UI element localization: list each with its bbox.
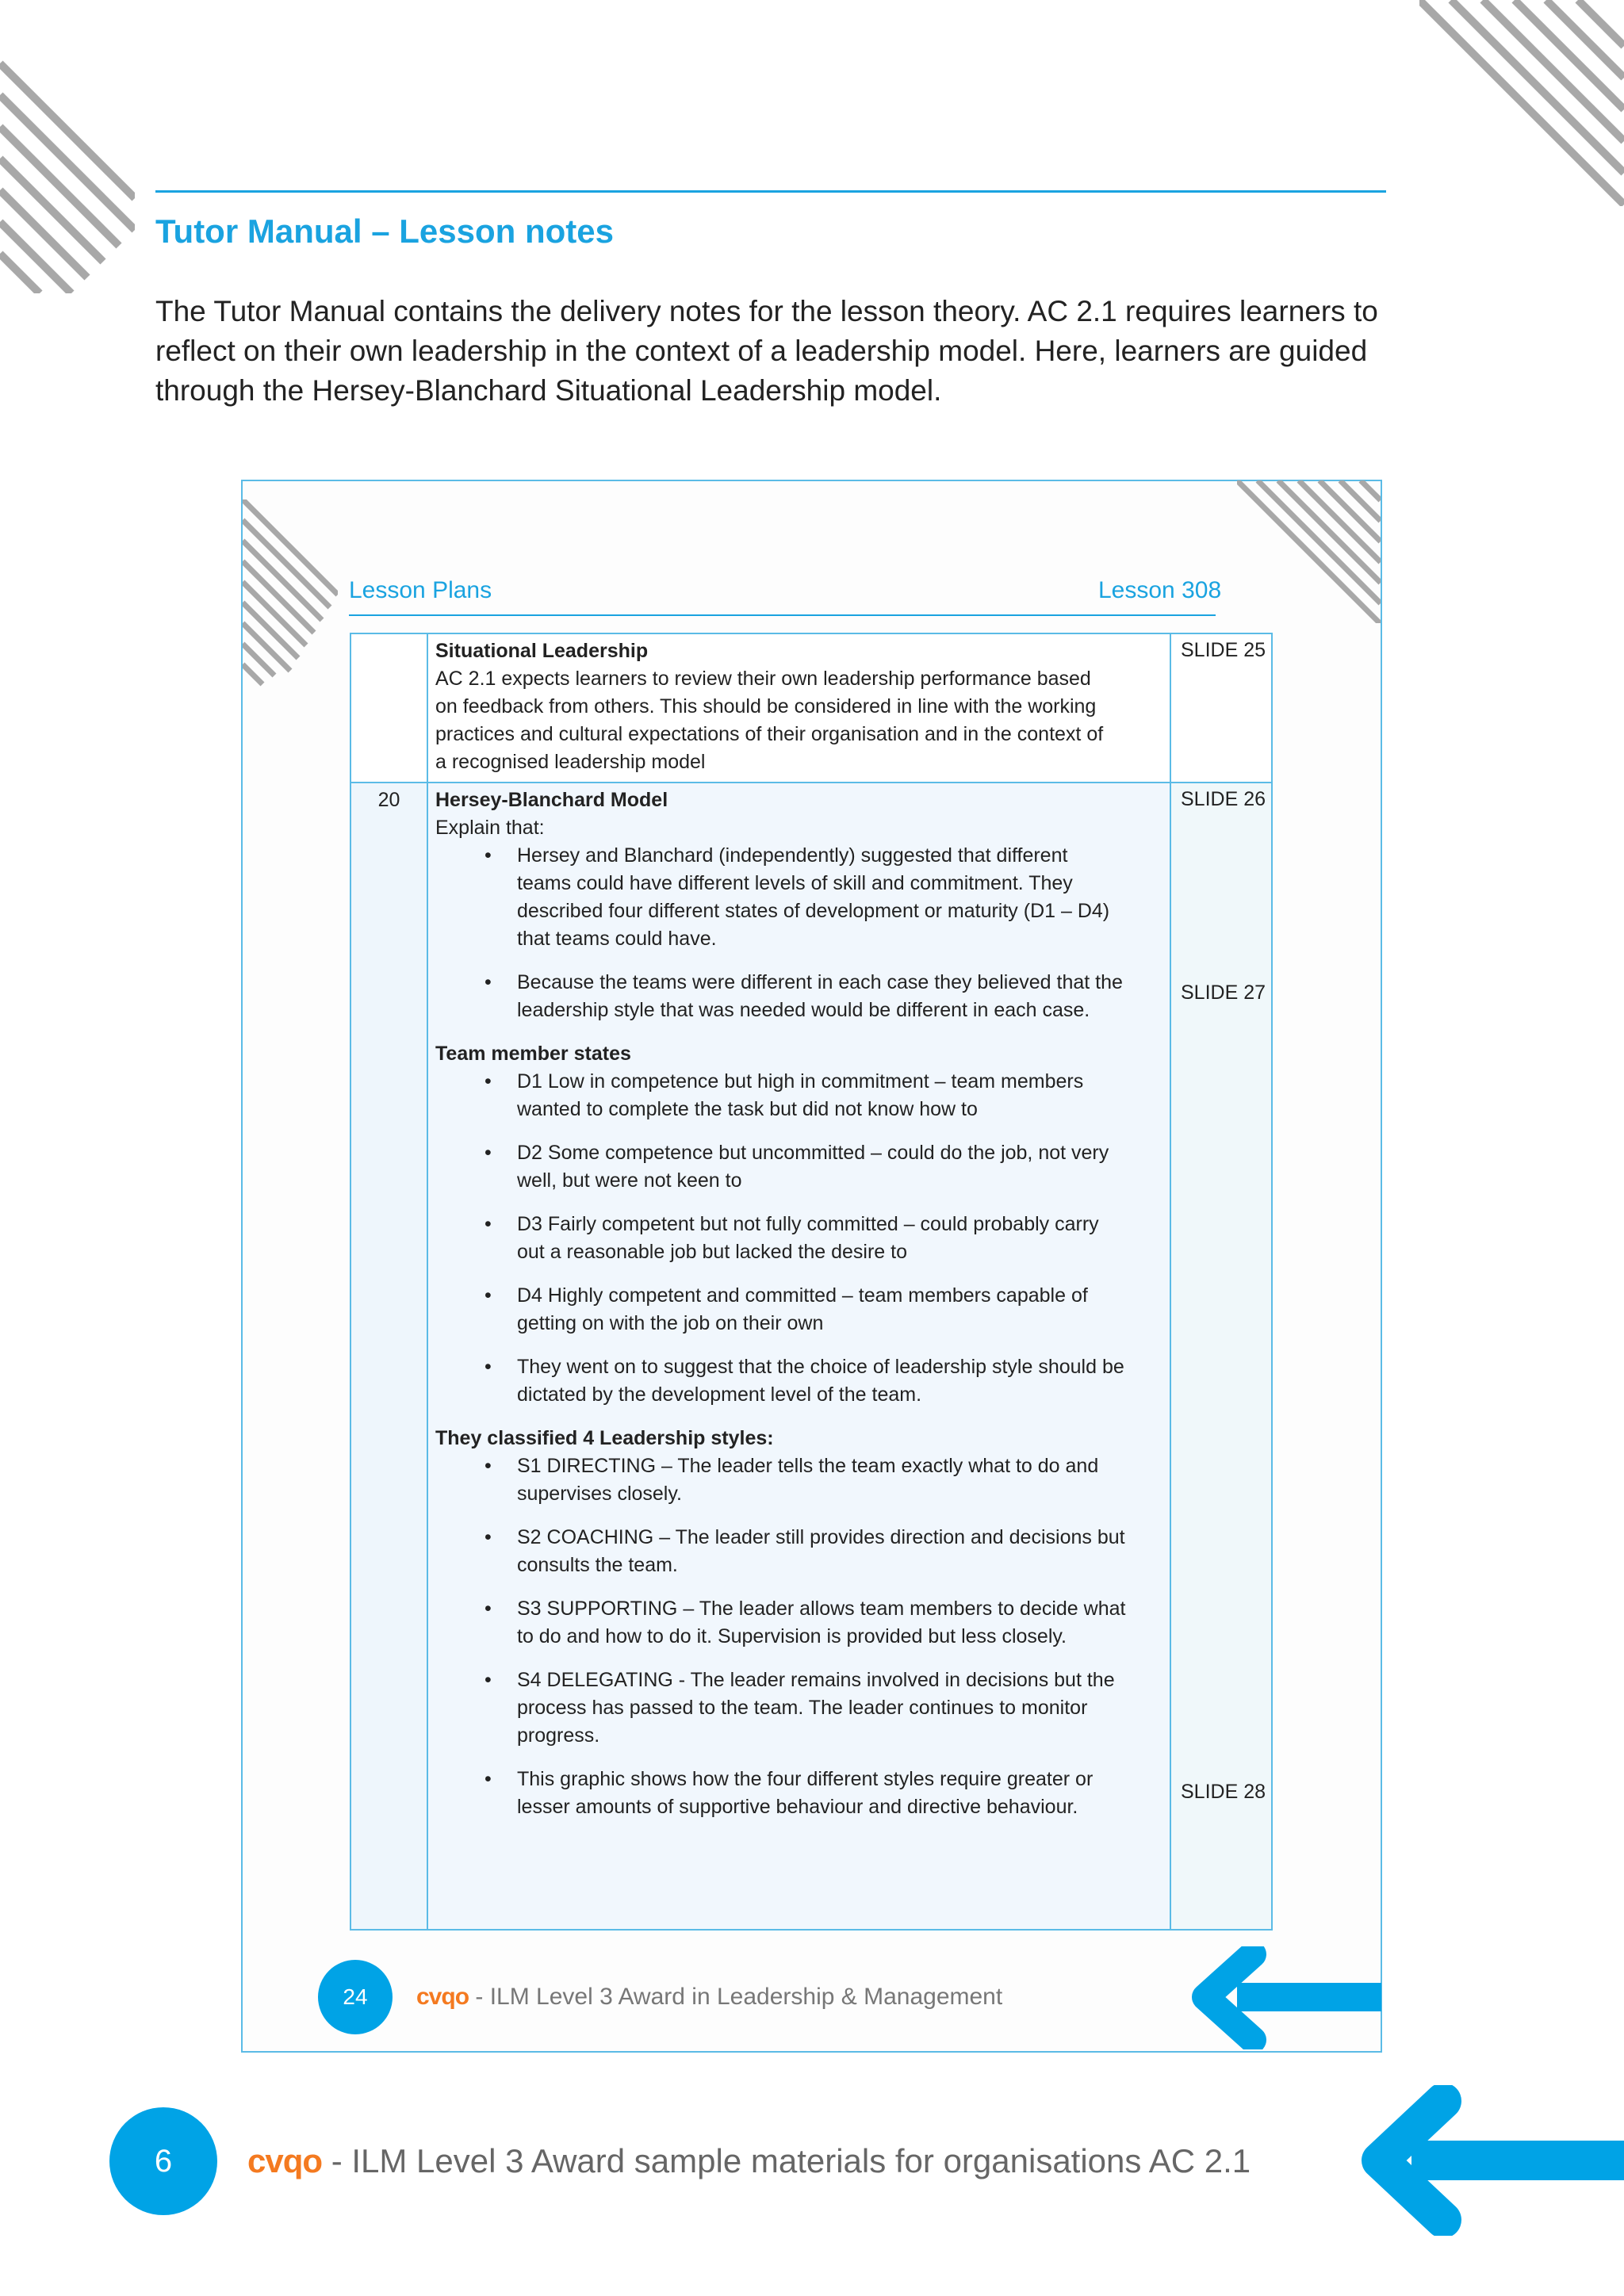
bullet-line: lesser amounts of supportive behaviour and directive behaviour. (517, 1796, 1078, 1818)
slide-ref: SLIDE 25 (1181, 639, 1266, 661)
intro-line: through the Hersey-Blanchard Situational Leadership model. (155, 374, 942, 407)
team-states-heading: Team member states (435, 1043, 631, 1065)
cvqo-logo: cvqo (416, 1984, 469, 2010)
list-item (435, 1766, 1165, 1821)
intro-paragraph (155, 292, 1424, 411)
col-divider (427, 634, 428, 1929)
inner-footer-label: - ILM Level 3 Award in Leadership & Management (469, 1984, 1003, 2010)
slide-ref: SLIDE 26 (1181, 788, 1266, 810)
embedded-stripes-left (243, 499, 338, 690)
bullet-line: • This graphic shows how the four different styles require greater or (517, 1768, 1094, 1790)
bullet-line: • S2 COACHING – The leader still provides direction and decisions but (517, 1526, 1125, 1548)
inner-arrow-left-icon (1189, 1946, 1381, 2049)
bullet-line: to do and how to do it. Supervision is provided but less closely. (517, 1625, 1067, 1647)
bullet-line: • Because the teams were different in each case they believed that the (517, 971, 1123, 993)
list-item (435, 842, 1165, 953)
page-number: 6 (109, 2107, 217, 2215)
bullet-line: • S4 DELEGATING - The leader remains involved in decisions but the (517, 1669, 1115, 1691)
lesson-header-rule (349, 614, 1216, 616)
list-item (435, 1595, 1165, 1651)
intro-line: The Tutor Manual contains the delivery notes for the lesson theory. AC 2.1 requires learners to (155, 295, 1378, 327)
bullet-line: progress. (517, 1724, 600, 1747)
cvqo-logo: cvqo (247, 2142, 323, 2179)
list-item (435, 969, 1165, 1024)
inner-footer-text (416, 1984, 1002, 2011)
bullet-line: dictated by the development level of the team. (517, 1383, 922, 1406)
bullet-line: well, but were not keen to (517, 1169, 742, 1192)
row2-intro: Explain that: (435, 817, 545, 839)
style-bullets (435, 1452, 1165, 1821)
bullet-line: supervises closely. (517, 1483, 682, 1505)
lesson-number-label: Lesson 308 (1098, 577, 1222, 603)
row2-time: 20 (377, 789, 400, 811)
decorative-stripes-top-left (0, 32, 135, 293)
bullet-line: • D4 Highly competent and committed – team members capable of (517, 1284, 1088, 1307)
row1-line: practices and cultural expectations of their organisation and in the context of (435, 723, 1104, 745)
row-divider (351, 782, 1271, 783)
bullet-line: consults the team. (517, 1554, 678, 1576)
row1-line: AC 2.1 expects learners to review their own leadership performance based (435, 668, 1091, 690)
list-item (435, 1667, 1165, 1750)
list-item (435, 1282, 1165, 1337)
row2-shade-time (351, 783, 427, 1929)
bullet-line: that teams could have. (517, 928, 717, 950)
list-item (435, 1211, 1165, 1266)
footer-text (247, 2142, 1251, 2180)
page-title: Tutor Manual – Lesson notes (155, 212, 614, 250)
row2-heading: Hersey-Blanchard Model (435, 789, 668, 811)
inner-page-number: 24 (318, 1960, 393, 2034)
row2-shade-slide (1171, 783, 1271, 1929)
team-state-bullets (435, 1068, 1165, 1409)
slide-ref: SLIDE 27 (1181, 982, 1266, 1004)
bullet-line: wanted to complete the task but did not know how to (517, 1098, 978, 1120)
lesson-plans-label: Lesson Plans (349, 577, 492, 603)
slide-ref: SLIDE 28 (1181, 1781, 1266, 1803)
lesson-table (350, 633, 1273, 1931)
bullet-line: getting on with the job on their own (517, 1312, 824, 1334)
model-bullets (435, 842, 1165, 1024)
row1-line: on feedback from others. This should be considered in line with the working (435, 695, 1097, 718)
row2-content (435, 786, 1165, 1821)
row1-line: a recognised leadership model (435, 751, 706, 773)
styles-heading: They classified 4 Leadership styles: (435, 1427, 774, 1449)
list-item (435, 1353, 1165, 1409)
bullet-line: teams could have different levels of skill and commitment. They (517, 872, 1073, 894)
bullet-line: • D1 Low in competence but high in commitment – team members (517, 1070, 1084, 1093)
bullet-line: • S1 DIRECTING – The leader tells the team exactly what to do and (517, 1455, 1099, 1477)
bullet-line: • S3 SUPPORTING – The leader allows team members to decide what (517, 1598, 1126, 1620)
list-item (435, 1524, 1165, 1579)
bullet-line: • Hersey and Blanchard (independently) suggested that different (517, 844, 1068, 867)
row1-content (435, 637, 1165, 776)
footer-label: - ILM Level 3 Award sample materials for organisations AC 2.1 (322, 2142, 1251, 2179)
bullet-line: described four different states of development or maturity (D1 – D4) (517, 900, 1110, 922)
bullet-line: • D3 Fairly competent but not fully committed – could probably carry (517, 1213, 1099, 1235)
bullet-line: • They went on to suggest that the choice of leadership style should be (517, 1356, 1124, 1378)
list-item (435, 1139, 1165, 1195)
decorative-stripes-top-right (1419, 0, 1624, 206)
intro-line: reflect on their own leadership in the context of a leadership model. Here, learners are guided (155, 335, 1368, 367)
col-divider (1170, 634, 1171, 1929)
bullet-line: leadership style that was needed would be different in each case. (517, 999, 1090, 1021)
header-rule (155, 190, 1386, 193)
bullet-line: out a reasonable job but lacked the desire to (517, 1241, 908, 1263)
arrow-left-icon (1348, 2085, 1624, 2236)
bullet-line: process has passed to the team. The leader continues to monitor (517, 1697, 1088, 1719)
list-item (435, 1068, 1165, 1123)
list-item (435, 1452, 1165, 1508)
embedded-stripes-right (1237, 480, 1381, 623)
bullet-line: • D2 Some competence but uncommitted – could do the job, not very (517, 1142, 1109, 1164)
row1-heading: Situational Leadership (435, 640, 649, 662)
